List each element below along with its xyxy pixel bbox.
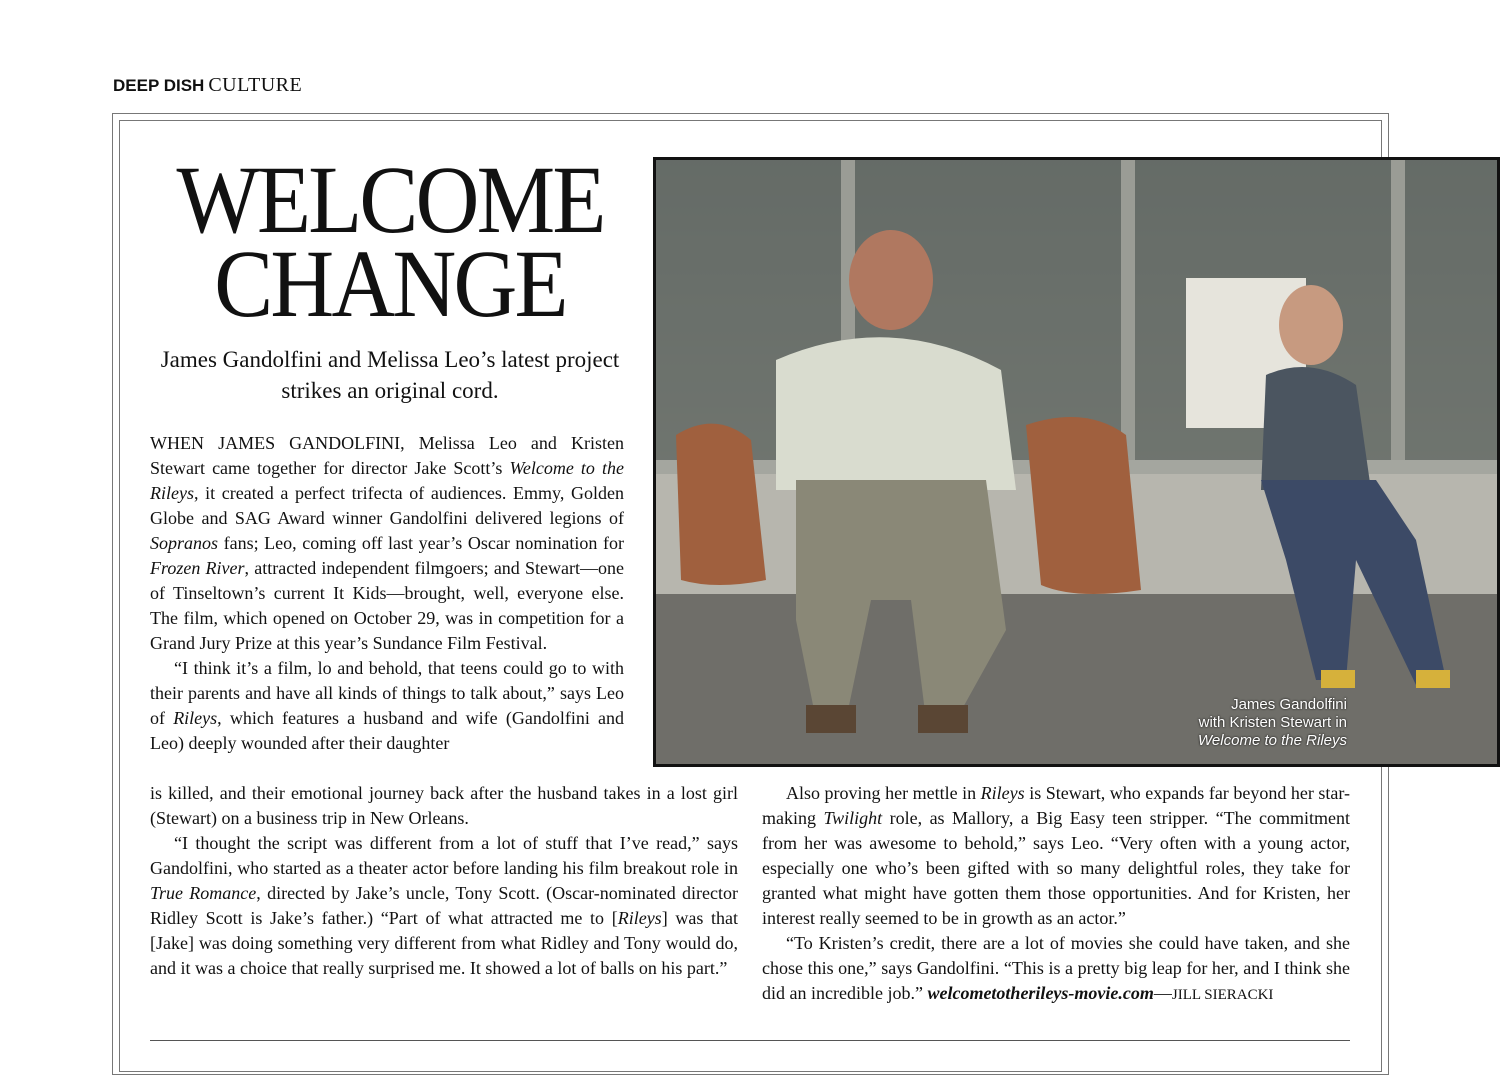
text-run: , which features a husband and wife (Gandolfini and Leo) deeply wounded after their daughter	[150, 708, 624, 753]
body-paragraph-5	[762, 931, 1350, 1008]
text-run: “I thought the script was different from a lot of stuff that I’ve read,” says Gandolfini, who started as a theater actor before landing his film breakout role in	[150, 833, 738, 878]
photo-illustration	[656, 160, 1497, 764]
film-title: Welcome to the Rileys	[150, 458, 624, 503]
film-title: Rileys	[617, 908, 662, 928]
film-title: Twilight	[823, 808, 883, 828]
film-title: Rileys	[980, 783, 1025, 803]
text-run: , directed by Jake’s uncle, Tony Scott. (Oscar-nominated director Ridley Scott is Jake’s father.) “Part of what attracted me to [	[150, 883, 739, 928]
body-paragraph-1	[150, 431, 624, 656]
caption-line-2: with Kristen Stewart in	[1198, 714, 1347, 731]
film-website-url: welcometotherileys-movie.com	[927, 983, 1154, 1003]
film-title: Frozen River	[150, 558, 245, 578]
caption-line-3: Welcome to the Rileys	[1198, 732, 1347, 749]
body-paragraph-3	[150, 831, 738, 981]
film-title: True Romance	[150, 883, 257, 903]
headline-line-1: WELCOME	[176, 146, 604, 253]
footer-rule	[150, 1040, 1350, 1041]
film-title: Rileys	[173, 708, 218, 728]
dek: James Gandolfini and Melissa Leo’s latest project strikes an original cord.	[160, 347, 620, 403]
byline: JILL SIERACKI	[1171, 987, 1274, 1003]
photo-caption	[1198, 696, 1347, 750]
text-run: , attracted independent filmgoers; and Stewart—one of Tinseltown’s current It Kids—brought, well, everyone else. The film, which opened on October 29, was in competition for a Grand Jury Prize at this year’s Sundance Film Festival.	[150, 558, 624, 653]
article-photo	[653, 157, 1500, 767]
body-paragraph-4	[762, 781, 1350, 931]
body-column-1-top	[150, 431, 624, 756]
text-run: ] was that [Jake] was doing something very different from what Ridley and Tony would do, and it was a choice that really surprised me. It showed a lot of balls on his part.”	[150, 908, 738, 978]
text-run: Also proving her mettle in	[786, 783, 981, 803]
section-tag-label: CULTURE	[208, 74, 303, 96]
body-column-2	[762, 781, 1350, 1008]
headline	[169, 146, 611, 337]
text-run: WHEN JAMES GANDOLFINI, Melissa Leo and Kristen Stewart came together for director Jake Scott’s	[150, 433, 624, 478]
body-column-1-bottom	[150, 781, 738, 981]
body-paragraph-2-continued: is killed, and their emotional journey back after the husband takes in a lost girl (Stewart) on a business trip in New Orleans.	[150, 783, 738, 828]
text-run: , it created a perfect trifecta of audiences. Emmy, Golden Globe and SAG Award winner Gandolfini delivered legions of	[150, 483, 624, 528]
section-tag-brand: DEEP DISH	[113, 76, 205, 95]
text-run: “To Kristen’s credit, there are a lot of movies she could have taken, and she chose this one,” says Gandolfini. “This is a pretty big leap for her, and I think she did an incredible job.”	[762, 933, 1350, 1003]
show-title: Sopranos	[150, 533, 219, 553]
byline-dash: —	[1153, 983, 1172, 1003]
text-run: is Stewart, who expands far beyond her star-making	[762, 783, 1351, 828]
caption-line-1: James Gandolfini	[1231, 696, 1347, 713]
text-run: fans; Leo, coming off last year’s Oscar nomination for	[218, 533, 624, 553]
headline-line-2: CHANGE	[214, 230, 566, 337]
text-run: role, as Mallory, a Big Easy teen stripper. “The commitment from her was awesome to behold,” says Leo. “Very often with a young actor, especially one who’s been gifted with so many delightful roles, they take for granted what might have gotten them those opportunities. And for Kristen, her interest really seemed to be in growth as an actor.”	[762, 808, 1351, 928]
section-tag	[113, 74, 302, 97]
text-run: “I think it’s a film, lo and behold, that teens could go to with their parents and have all kinds of things to talk about,” says Leo of	[150, 658, 624, 728]
body-paragraph-2	[150, 656, 624, 756]
